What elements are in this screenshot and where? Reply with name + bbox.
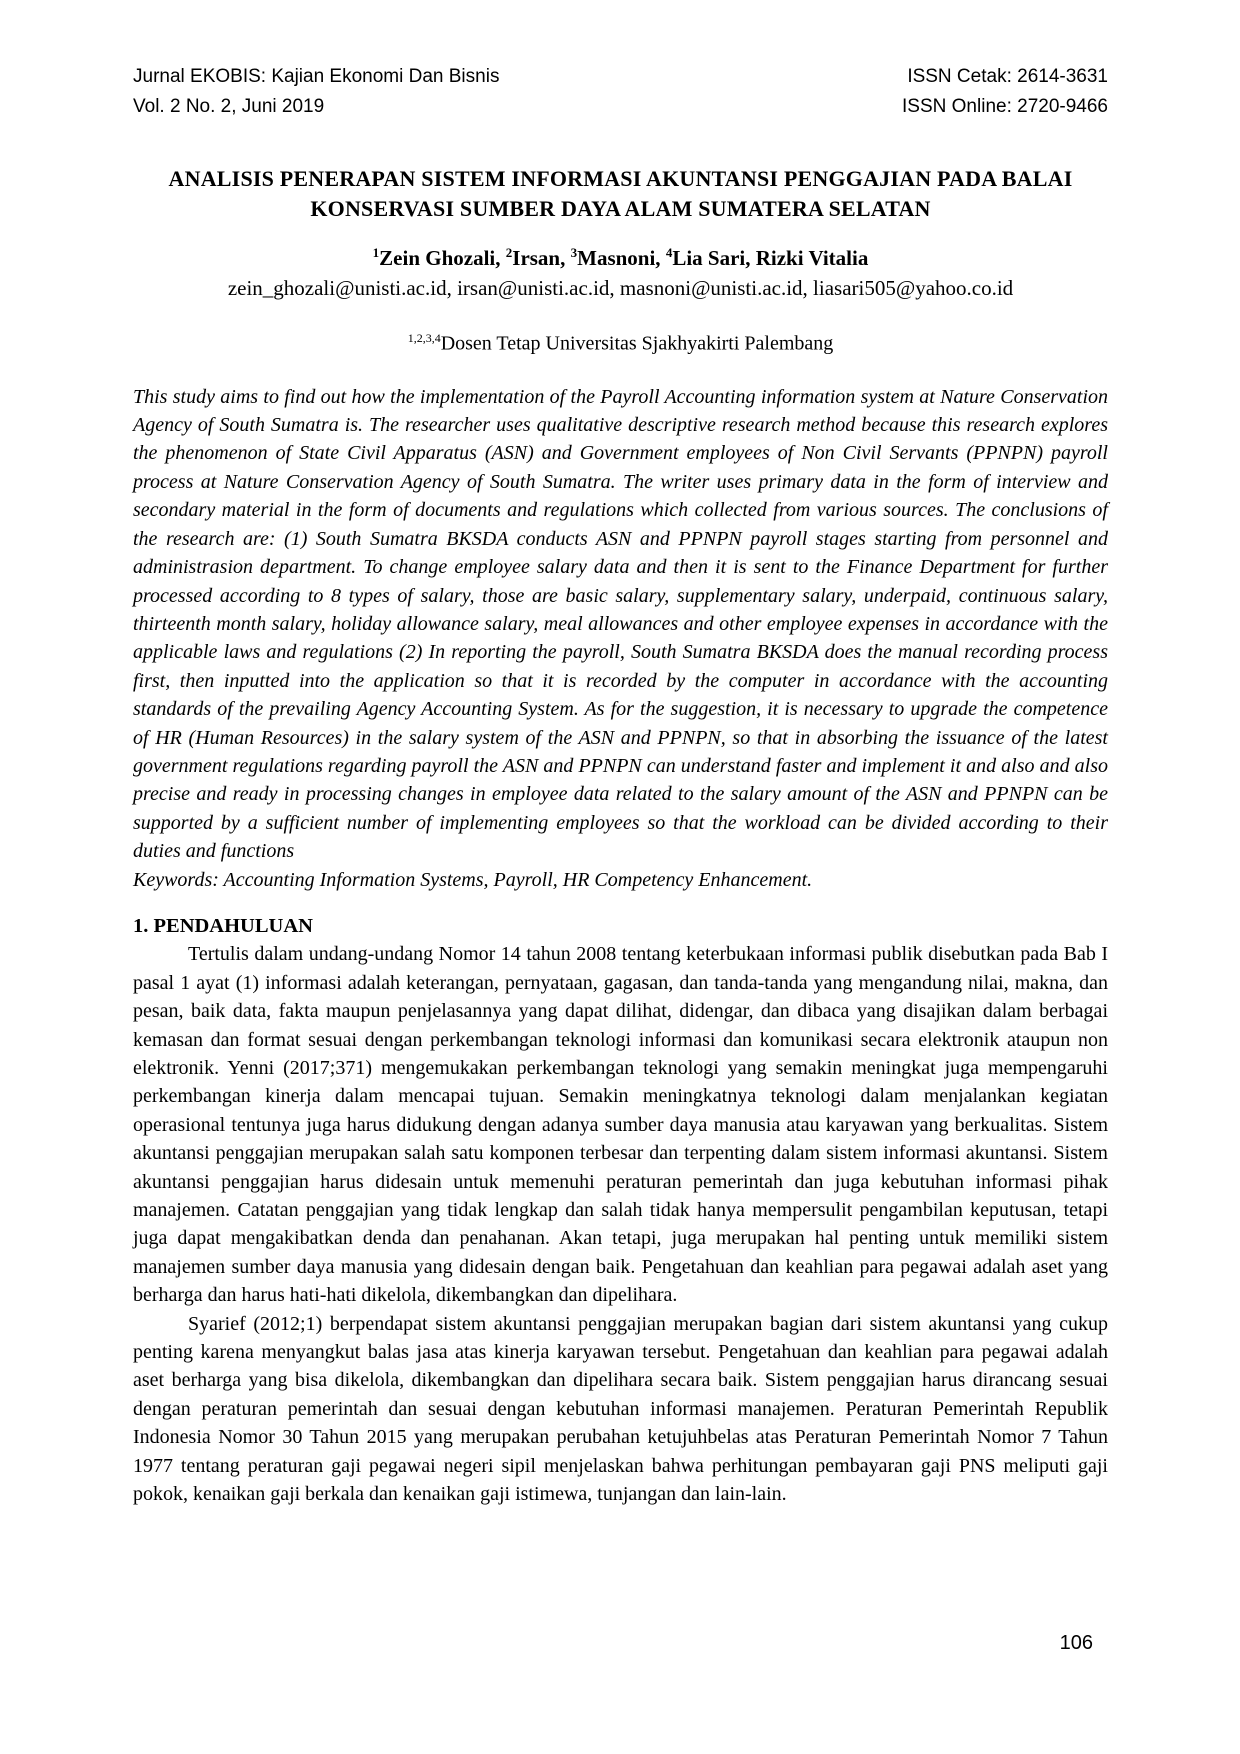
authors-line — [133, 238, 1108, 273]
journal-header-left — [133, 62, 499, 122]
journal-name: Jurnal EKOBIS: Kajian Ekonomi Dan Bisnis — [133, 66, 500, 87]
author-superscript: 4 — [665, 245, 673, 260]
author-superscript: 2 — [505, 245, 513, 260]
author-emails: zein_ghozali@unisti.ac.id, irsan@unisti.ac.id, masnoni@unisti.ac.id, liasari505@yahoo.co.id — [227, 276, 1014, 300]
journal-volume-issue: Vol. 2 No. 2, Juni 2019 — [133, 96, 325, 117]
author-superscript: 1 — [372, 245, 380, 260]
section-heading-pendahuluan: 1. PENDAHULUAN — [133, 914, 313, 937]
page-number: 106 — [1059, 1632, 1093, 1654]
journal-header-right — [902, 62, 1108, 122]
author-name: Irsan, — [512, 246, 571, 270]
author-name: Zein Ghozali, — [379, 246, 506, 270]
author-superscript: 3 — [570, 245, 578, 260]
affiliation-superscript: 1,2,3,4 — [407, 331, 441, 345]
body-paragraph: Syarief (2012;1) berpendapat sistem akuntansi penggajian merupakan bagian dari sistem akuntansi yang cukup penting karena menyangkut balas jasa atas kinerja karyawan tersebut. Pengetahuan dan keahlian para pegawai adalah aset berharga yang bisa dikelola, dikembangkan dan dipelihara secara baik. Sistem penggajian harus dirancang sesuai dengan peraturan pemerintah dan sesuai dengan kebutuhan informasi manajemen. Peraturan Pemerintah Republik Indonesia Nomor 30 Tahun 2015 yang merupakan perubahan ketujuhbelas atas Peraturan Pemerintah Nomor 7 Tahun 1977 tentang peraturan gaji pegawai negeri sipil menjelaskan bahwa perhitungan pembayaran gaji PNS meliputi gaji pokok, kenaikan gaji berkala dan kenaikan gaji istimewa, tunjangan dan lain-lain. — [133, 1312, 1108, 1506]
body-paragraph: Tertulis dalam undang-undang Nomor 14 tahun 2008 tentang keterbukaan informasi publik disebutkan pada Bab I pasal 1 ayat (1) informasi adalah keterangan, pernyataan, gagasan, dan tanda-tanda yang mengandung nilai, makna, dan pesan, baik data, fakta maupun penjelasannya yang dapat dilihat, didengar, dan dibaca yang disajikan dalam berbagai kemasan dan format sesuai dengan perkembangan teknologi informasi dan komunikasi secara elektronik ataupun non elektronik. Yenni (2017;371) mengemukakan perkembangan teknologi yang semakin meningkat juga mempengaruhi perkembangan kinerja dalam mencapai tujuan. Semakin meningkatnya teknologi dalam menjalankan kegiatan operasional tentunya juga harus didukung dengan adanya sumber daya manusia atau karyawan yang berkualitas. Sistem akuntansi penggajian merupakan salah satu komponen terbesar dan terpenting dalam sistem informasi akuntansi. Sistem akuntansi penggajian harus didesain untuk memenuhi peraturan pemerintah dan juga kebutuhan informasi pihak manajemen. Catatan penggajian yang tidak lengkap dan salah tidak hanya mempersulit pengambilan keputusan, tetapi juga dapat mengakibatkan denda dan penahanan. Akan tetapi, juga merupakan hal penting untuk memiliki sistem manajemen sumber daya manusia yang didesain dengan baik. Pengetahuan dan keahlian para pegawai adalah aset yang berharga dan harus hati-hati dikelola, dikembangkan dan dipelihara. — [133, 943, 1108, 1307]
journal-header — [133, 62, 1108, 122]
author-name: Lia Sari, Rizki Vitalia — [672, 246, 869, 270]
issn-print: ISSN Cetak: 2614-3631 — [907, 66, 1108, 87]
abstract-text: This study aims to find out how the implementation of the Payroll Accounting information system at Nature Conservation Agency of South Sumatra is. The researcher uses qualitative descriptive research method because this research explores the phenomenon of State Civil Apparatus (ASN) and Government employees of Non Civil Servants (PPNPN) payroll process at Nature Conservation Agency of South Sumatra. The writer uses primary data in the form of interview and secondary material in the form of documents and regulations which collected from various sources. The conclusions of the research are: (1) South Sumatra BKSDA conducts ASN and PPNPN payroll stages starting from personnel and administrasion department. To change employee salary data and then it is sent to the Finance Department for further processed according to 8 types of salary, those are basic salary, supplementary salary, underpaid, continuous salary, thirteenth month salary, holiday allowance salary, meal allowances and other employee expenses in accordance with the applicable laws and regulations (2) In reporting the payroll, South Sumatra BKSDA does the manual recording process first, then inputted into the application so that it is recorded by the computer in accordance with the accounting standards of the prevailing Agency Accounting System. As for the suggestion, it is necessary to upgrade the competence of HR (Human Resources) in the salary system of the ASN and PPNPN, so that in absorbing the issuance of the latest government regulations regarding payroll the ASN and PPNPN can understand faster and implement it and also and also precise and ready in processing changes in employee data related to the salary amount of the ASN and PPNPN can be supported by a sufficient number of implementing employees so that the workload can be divided according to their duties and functions — [133, 385, 1108, 863]
issn-online: ISSN Online: 2720-9466 — [902, 96, 1108, 117]
keywords-line: Keywords: Accounting Information Systems, Payroll, HR Competency Enhancement. — [133, 868, 813, 891]
author-name: Masnoni, — [577, 246, 666, 270]
article-title: ANALISIS PENERAPAN SISTEM INFORMASI AKUNTANSI PENGGAJIAN PADA BALAI KONSERVASI SUMBER DAYA ALAM SUMATERA SELATAN — [168, 166, 1073, 221]
affiliation-line — [133, 323, 1108, 359]
affiliation-text: Dosen Tetap Universitas Sjakhyakirti Palembang — [440, 332, 834, 355]
